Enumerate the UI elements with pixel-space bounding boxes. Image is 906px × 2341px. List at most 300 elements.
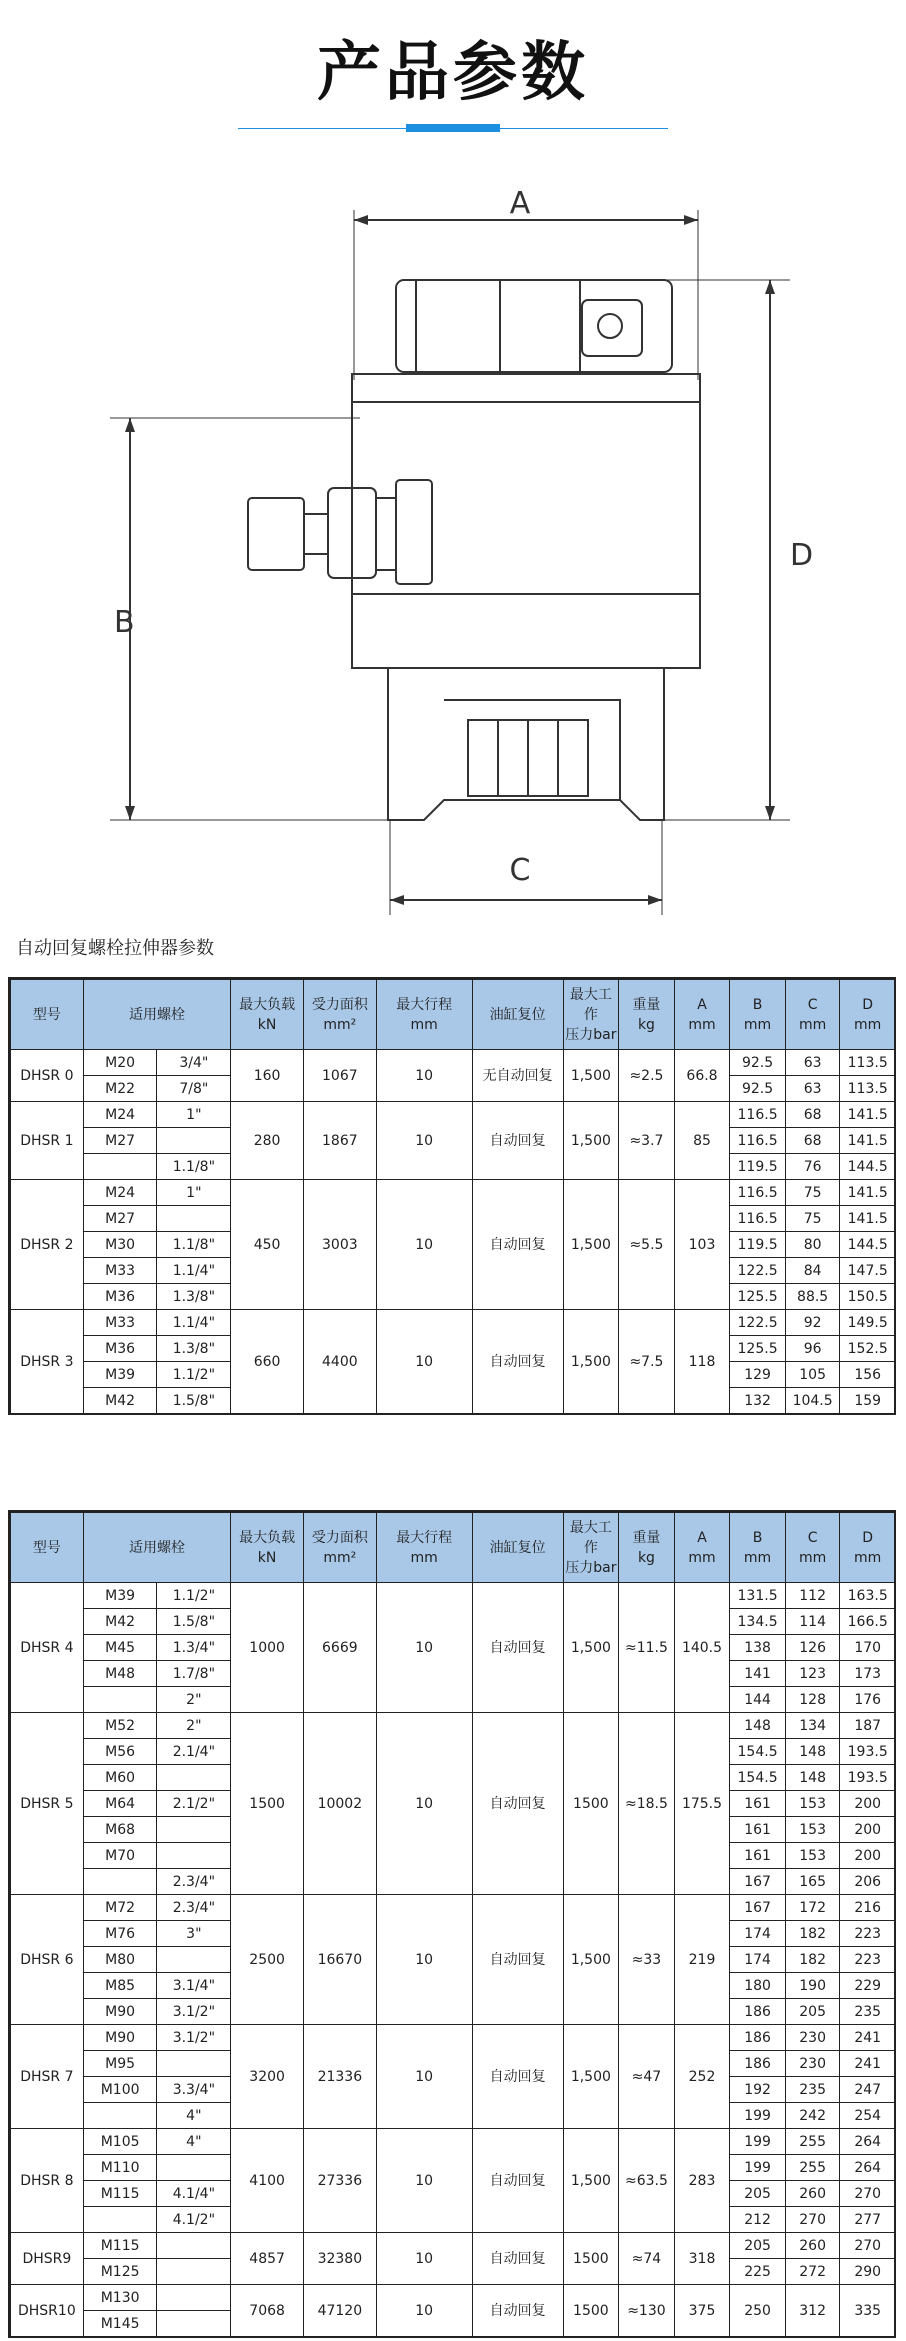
stroke-cell: 10: [376, 1180, 472, 1310]
max-load-cell: 4100: [231, 2129, 304, 2233]
dim-c-cell: 75: [785, 1206, 840, 1232]
table-header-cell: C mm: [785, 980, 840, 1050]
dim-d-cell: 141.5: [840, 1206, 896, 1232]
bolt-imperial-cell: [157, 2285, 231, 2311]
bolt-imperial-cell: 1.3/8": [157, 1336, 231, 1362]
dim-c-cell: 63: [785, 1076, 840, 1102]
pressure-cell: 1500: [563, 2233, 619, 2285]
bolt-imperial-cell: [157, 2051, 231, 2077]
reset-cell: 自动回复: [472, 2233, 563, 2285]
dim-b-cell: 116.5: [730, 1102, 786, 1128]
dim-d-cell: 147.5: [840, 1258, 896, 1284]
table-row: [11, 1102, 896, 1128]
dim-c-cell: 96: [785, 1336, 840, 1362]
dim-b-cell: 186: [730, 2025, 786, 2051]
dim-a-cell: 283: [674, 2129, 730, 2233]
dim-b-cell: 92.5: [730, 1050, 786, 1076]
model-cell: DHSR 0: [11, 1050, 84, 1102]
bolt-metric-cell: [83, 1154, 157, 1180]
stroke-cell: 10: [376, 2025, 472, 2129]
dim-d-cell: 156: [840, 1362, 896, 1388]
stroke-cell: 10: [376, 1102, 472, 1180]
stroke-cell: 10: [376, 1895, 472, 2025]
area-cell: 32380: [303, 2233, 376, 2285]
dim-d-cell: 241: [840, 2051, 896, 2077]
dim-b-cell: 180: [730, 1973, 786, 1999]
bolt-imperial-cell: 2": [157, 1687, 231, 1713]
dim-c-cell: 123: [785, 1661, 840, 1687]
reset-cell: 自动回复: [472, 1310, 563, 1414]
stroke-cell: 10: [376, 2129, 472, 2233]
area-cell: 21336: [303, 2025, 376, 2129]
stroke-cell: 10: [376, 2233, 472, 2285]
dim-c-cell: 88.5: [785, 1284, 840, 1310]
product-drawing: [100, 180, 840, 920]
bolt-metric-cell: M64: [83, 1791, 157, 1817]
weight-cell: ≈63.5: [619, 2129, 675, 2233]
table-header-cell: 型号: [11, 1513, 84, 1583]
table-header-cell: 最大工作 压力bar: [563, 980, 619, 1050]
dim-b-cell: 186: [730, 2051, 786, 2077]
dim-c-cell: 148: [785, 1765, 840, 1791]
dim-c-cell: 242: [785, 2103, 840, 2129]
spec-table-1: [10, 979, 896, 1414]
bolt-metric-cell: [83, 1687, 157, 1713]
bolt-metric-cell: M76: [83, 1921, 157, 1947]
dim-c-cell: 182: [785, 1947, 840, 1973]
dim-d-cell: 290: [840, 2259, 896, 2285]
pressure-cell: 1,500: [563, 2129, 619, 2233]
dim-d-cell: 141.5: [840, 1180, 896, 1206]
dim-c-cell: 128: [785, 1687, 840, 1713]
dim-b-cell: 132: [730, 1388, 786, 1414]
bolt-imperial-cell: [157, 1947, 231, 1973]
dim-c-cell: 255: [785, 2129, 840, 2155]
dim-b-cell: 125.5: [730, 1284, 786, 1310]
dim-b-cell: 199: [730, 2155, 786, 2181]
reset-cell: 自动回复: [472, 1583, 563, 1713]
table-header-cell: 受力面积 mm²: [303, 1513, 376, 1583]
dim-d-cell: 159: [840, 1388, 896, 1414]
bolt-imperial-cell: 1.1/8": [157, 1232, 231, 1258]
table-header-cell: 适用螺栓: [83, 1513, 231, 1583]
dim-b-cell: 116.5: [730, 1128, 786, 1154]
dim-b-cell: 119.5: [730, 1232, 786, 1258]
pressure-cell: 1500: [563, 1713, 619, 1895]
dim-b-cell: 205: [730, 2233, 786, 2259]
dim-b-cell: 141: [730, 1661, 786, 1687]
table-header-cell: 最大负载 kN: [231, 1513, 304, 1583]
pressure-cell: 1,500: [563, 1180, 619, 1310]
reset-cell: 自动回复: [472, 1895, 563, 2025]
table-caption: 自动回复螺栓拉伸器参数: [16, 938, 214, 959]
bolt-imperial-cell: 1.7/8": [157, 1661, 231, 1687]
bolt-metric-cell: [83, 2103, 157, 2129]
dim-c-cell: 260: [785, 2233, 840, 2259]
area-cell: 3003: [303, 1180, 376, 1310]
pressure-cell: 1,500: [563, 2025, 619, 2129]
stroke-cell: 10: [376, 1713, 472, 1895]
bolt-imperial-cell: 1.1/8": [157, 1154, 231, 1180]
bolt-imperial-cell: 1.3/4": [157, 1635, 231, 1661]
dim-b-cell: 161: [730, 1817, 786, 1843]
model-cell: DHSR 4: [11, 1583, 84, 1713]
bolt-metric-cell: M115: [83, 2181, 157, 2207]
dim-b-cell: 122.5: [730, 1310, 786, 1336]
dim-d-cell: 193.5: [840, 1765, 896, 1791]
model-cell: DHSR 1: [11, 1102, 84, 1180]
table-header-cell: C mm: [785, 1513, 840, 1583]
bolt-metric-cell: M24: [83, 1102, 157, 1128]
title-accent-bar: [406, 124, 500, 132]
bolt-metric-cell: [83, 1869, 157, 1895]
table-row: [11, 1713, 896, 1739]
bolt-metric-cell: M39: [83, 1362, 157, 1388]
bolt-metric-cell: M36: [83, 1336, 157, 1362]
bolt-metric-cell: M42: [83, 1388, 157, 1414]
dim-b-cell: 154.5: [730, 1739, 786, 1765]
bolt-metric-cell: M90: [83, 2025, 157, 2051]
table-header-cell: 最大行程 mm: [376, 980, 472, 1050]
dim-label-a: A: [509, 186, 531, 221]
table-row: [11, 1310, 896, 1336]
bolt-metric-cell: M30: [83, 1232, 157, 1258]
bolt-imperial-cell: 1.3/8": [157, 1284, 231, 1310]
bolt-metric-cell: M85: [83, 1973, 157, 1999]
bolt-imperial-cell: [157, 1128, 231, 1154]
bolt-imperial-cell: 1": [157, 1102, 231, 1128]
dim-c-cell: 255: [785, 2155, 840, 2181]
dim-b-cell: 199: [730, 2129, 786, 2155]
bolt-metric-cell: M20: [83, 1050, 157, 1076]
area-cell: 6669: [303, 1583, 376, 1713]
dim-d-cell: 216: [840, 1895, 896, 1921]
max-load-cell: 7068: [231, 2285, 304, 2337]
dim-c-cell: 134: [785, 1713, 840, 1739]
table-header-cell: 适用螺栓: [83, 980, 231, 1050]
table-header-cell: 最大行程 mm: [376, 1513, 472, 1583]
dim-a-cell: 318: [674, 2233, 730, 2285]
dim-b-cell: 199: [730, 2103, 786, 2129]
max-load-cell: 1500: [231, 1713, 304, 1895]
weight-cell: ≈18.5: [619, 1713, 675, 1895]
bolt-imperial-cell: 1.1/4": [157, 1258, 231, 1284]
table-header-cell: 型号: [11, 980, 84, 1050]
dim-a-cell: 252: [674, 2025, 730, 2129]
dim-b-cell: 116.5: [730, 1180, 786, 1206]
dim-d-cell: 176: [840, 1687, 896, 1713]
dim-c-cell: 92: [785, 1310, 840, 1336]
dim-c-cell: 68: [785, 1102, 840, 1128]
dim-d-cell: 150.5: [840, 1284, 896, 1310]
stroke-cell: 10: [376, 1050, 472, 1102]
bolt-imperial-cell: [157, 2259, 231, 2285]
dim-d-cell: 223: [840, 1921, 896, 1947]
bolt-imperial-cell: 1.1/2": [157, 1362, 231, 1388]
bolt-metric-cell: M45: [83, 1635, 157, 1661]
bolt-metric-cell: M27: [83, 1206, 157, 1232]
reset-cell: 自动回复: [472, 2025, 563, 2129]
weight-cell: ≈130: [619, 2285, 675, 2337]
dim-b-cell: 122.5: [730, 1258, 786, 1284]
dim-b-cell: 250: [730, 2285, 786, 2337]
bolt-metric-cell: M125: [83, 2259, 157, 2285]
model-cell: DHSR 2: [11, 1180, 84, 1310]
dim-d-cell: 254: [840, 2103, 896, 2129]
table-header-cell: 油缸复位: [472, 1513, 563, 1583]
dim-d-cell: 277: [840, 2207, 896, 2233]
max-load-cell: 280: [231, 1102, 304, 1180]
stroke-cell: 10: [376, 1583, 472, 1713]
area-cell: 1067: [303, 1050, 376, 1102]
bolt-imperial-cell: 4.1/2": [157, 2207, 231, 2233]
dim-d-cell: 163.5: [840, 1583, 896, 1609]
dim-b-cell: 116.5: [730, 1206, 786, 1232]
stroke-cell: 10: [376, 2285, 472, 2337]
weight-cell: ≈2.5: [619, 1050, 675, 1102]
dim-c-cell: 153: [785, 1817, 840, 1843]
dim-c-cell: 182: [785, 1921, 840, 1947]
bolt-imperial-cell: [157, 2233, 231, 2259]
bolt-imperial-cell: 3.3/4": [157, 2077, 231, 2103]
dim-d-cell: 166.5: [840, 1609, 896, 1635]
dim-b-cell: 174: [730, 1921, 786, 1947]
dim-label-b: B: [114, 605, 135, 640]
table-row: [11, 2025, 896, 2051]
area-cell: 4400: [303, 1310, 376, 1414]
dim-a-cell: 103: [674, 1180, 730, 1310]
dim-c-cell: 112: [785, 1583, 840, 1609]
table-row: [11, 1050, 896, 1076]
dim-d-cell: 170: [840, 1635, 896, 1661]
dim-d-cell: 187: [840, 1713, 896, 1739]
dim-label-d: D: [790, 538, 814, 573]
table-header-cell: D mm: [840, 1513, 896, 1583]
dim-d-cell: 229: [840, 1973, 896, 1999]
dim-d-cell: 200: [840, 1791, 896, 1817]
table-header-cell: 重量 kg: [619, 1513, 675, 1583]
bolt-imperial-cell: 1.5/8": [157, 1609, 231, 1635]
bolt-metric-cell: M80: [83, 1947, 157, 1973]
bolt-metric-cell: M22: [83, 1076, 157, 1102]
reset-cell: 无自动回复: [472, 1050, 563, 1102]
table-header-cell: B mm: [730, 980, 786, 1050]
bolt-metric-cell: M110: [83, 2155, 157, 2181]
dim-d-cell: 144.5: [840, 1154, 896, 1180]
bolt-metric-cell: M56: [83, 1739, 157, 1765]
spec-table-2: [10, 1512, 896, 2337]
page-title: 产品参数: [317, 36, 589, 110]
dim-a-cell: 118: [674, 1310, 730, 1414]
dim-c-cell: 153: [785, 1791, 840, 1817]
dim-c-cell: 76: [785, 1154, 840, 1180]
table-row: [11, 1895, 896, 1921]
max-load-cell: 660: [231, 1310, 304, 1414]
bolt-imperial-cell: [157, 2311, 231, 2337]
dim-b-cell: 148: [730, 1713, 786, 1739]
max-load-cell: 3200: [231, 2025, 304, 2129]
bolt-imperial-cell: [157, 1206, 231, 1232]
area-cell: 47120: [303, 2285, 376, 2337]
dim-a-cell: 219: [674, 1895, 730, 2025]
table-row: [11, 1180, 896, 1206]
bolt-imperial-cell: [157, 1765, 231, 1791]
pressure-cell: 1,500: [563, 1583, 619, 1713]
dim-a-cell: 175.5: [674, 1713, 730, 1895]
bolt-imperial-cell: [157, 2155, 231, 2181]
max-load-cell: 2500: [231, 1895, 304, 2025]
bolt-imperial-cell: 2.1/2": [157, 1791, 231, 1817]
bolt-imperial-cell: 3.1/2": [157, 2025, 231, 2051]
pressure-cell: 1,500: [563, 1310, 619, 1414]
model-cell: DHSR 5: [11, 1713, 84, 1895]
weight-cell: ≈47: [619, 2025, 675, 2129]
pressure-cell: 1,500: [563, 1050, 619, 1102]
bolt-metric-cell: M105: [83, 2129, 157, 2155]
bolt-metric-cell: M33: [83, 1310, 157, 1336]
dim-c-cell: 68: [785, 1128, 840, 1154]
table-header-cell: 最大负载 kN: [231, 980, 304, 1050]
reset-cell: 自动回复: [472, 2129, 563, 2233]
weight-cell: ≈33: [619, 1895, 675, 2025]
bolt-imperial-cell: 2.3/4": [157, 1895, 231, 1921]
dim-d-cell: 264: [840, 2129, 896, 2155]
bolt-metric-cell: M24: [83, 1180, 157, 1206]
bolt-imperial-cell: 7/8": [157, 1076, 231, 1102]
dim-d-cell: 264: [840, 2155, 896, 2181]
dim-c-cell: 126: [785, 1635, 840, 1661]
dim-c-cell: 148: [785, 1739, 840, 1765]
bolt-metric-cell: M70: [83, 1843, 157, 1869]
dim-c-cell: 114: [785, 1609, 840, 1635]
dim-c-cell: 104.5: [785, 1388, 840, 1414]
bolt-metric-cell: M52: [83, 1713, 157, 1739]
bolt-imperial-cell: 4": [157, 2129, 231, 2155]
stroke-cell: 10: [376, 1310, 472, 1414]
dim-b-cell: 134.5: [730, 1609, 786, 1635]
dim-d-cell: 206: [840, 1869, 896, 1895]
bolt-imperial-cell: 4.1/4": [157, 2181, 231, 2207]
bolt-imperial-cell: 2.3/4": [157, 1869, 231, 1895]
table-row: [11, 2285, 896, 2311]
dim-b-cell: 186: [730, 1999, 786, 2025]
dim-d-cell: 113.5: [840, 1050, 896, 1076]
model-cell: DHSR 3: [11, 1310, 84, 1414]
bolt-metric-cell: M72: [83, 1895, 157, 1921]
dim-c-cell: 260: [785, 2181, 840, 2207]
weight-cell: ≈11.5: [619, 1583, 675, 1713]
dim-d-cell: 193.5: [840, 1739, 896, 1765]
dim-d-cell: 235: [840, 1999, 896, 2025]
dim-b-cell: 119.5: [730, 1154, 786, 1180]
max-load-cell: 160: [231, 1050, 304, 1102]
table-header-cell: B mm: [730, 1513, 786, 1583]
bolt-metric-cell: M100: [83, 2077, 157, 2103]
reset-cell: 自动回复: [472, 2285, 563, 2337]
dim-c-cell: 165: [785, 1869, 840, 1895]
bolt-imperial-cell: 1.1/2": [157, 1583, 231, 1609]
bolt-imperial-cell: 4": [157, 2103, 231, 2129]
bolt-metric-cell: M36: [83, 1284, 157, 1310]
table-header-cell: 油缸复位: [472, 980, 563, 1050]
bolt-imperial-cell: 3": [157, 1921, 231, 1947]
table-header-cell: 最大工作 压力bar: [563, 1513, 619, 1583]
dim-b-cell: 161: [730, 1843, 786, 1869]
area-cell: 10002: [303, 1713, 376, 1895]
bolt-metric-cell: M95: [83, 2051, 157, 2077]
dim-d-cell: 223: [840, 1947, 896, 1973]
reset-cell: 自动回复: [472, 1713, 563, 1895]
dim-c-cell: 80: [785, 1232, 840, 1258]
bolt-metric-cell: M145: [83, 2311, 157, 2337]
bolt-imperial-cell: 1": [157, 1180, 231, 1206]
dim-a-cell: 66.8: [674, 1050, 730, 1102]
dim-c-cell: 230: [785, 2025, 840, 2051]
weight-cell: ≈3.7: [619, 1102, 675, 1180]
dim-b-cell: 125.5: [730, 1336, 786, 1362]
dim-d-cell: 270: [840, 2233, 896, 2259]
bolt-metric-cell: M48: [83, 1661, 157, 1687]
dim-d-cell: 173: [840, 1661, 896, 1687]
bolt-imperial-cell: 2": [157, 1713, 231, 1739]
dim-d-cell: 200: [840, 1843, 896, 1869]
area-cell: 27336: [303, 2129, 376, 2233]
dim-c-cell: 172: [785, 1895, 840, 1921]
dim-a-cell: 140.5: [674, 1583, 730, 1713]
dim-c-cell: 272: [785, 2259, 840, 2285]
bolt-imperial-cell: 3.1/2": [157, 1999, 231, 2025]
reset-cell: 自动回复: [472, 1180, 563, 1310]
model-cell: DHSR 7: [11, 2025, 84, 2129]
dim-c-cell: 190: [785, 1973, 840, 1999]
dim-c-cell: 153: [785, 1843, 840, 1869]
dim-c-cell: 105: [785, 1362, 840, 1388]
dim-b-cell: 138: [730, 1635, 786, 1661]
dim-a-cell: 85: [674, 1102, 730, 1180]
reset-cell: 自动回复: [472, 1102, 563, 1180]
bolt-imperial-cell: [157, 1817, 231, 1843]
dim-a-cell: 375: [674, 2285, 730, 2337]
dim-b-cell: 167: [730, 1869, 786, 1895]
pressure-cell: 1500: [563, 2285, 619, 2337]
max-load-cell: 1000: [231, 1583, 304, 1713]
model-cell: DHSR 6: [11, 1895, 84, 2025]
dim-d-cell: 141.5: [840, 1128, 896, 1154]
dim-b-cell: 154.5: [730, 1765, 786, 1791]
dim-b-cell: 212: [730, 2207, 786, 2233]
table-header-cell: A mm: [674, 980, 730, 1050]
model-cell: DHSR10: [11, 2285, 84, 2337]
table-header-cell: A mm: [674, 1513, 730, 1583]
dim-c-cell: 205: [785, 1999, 840, 2025]
table-row: [11, 2233, 896, 2259]
dim-c-cell: 230: [785, 2051, 840, 2077]
bolt-imperial-cell: 2.1/4": [157, 1739, 231, 1765]
dim-d-cell: 113.5: [840, 1076, 896, 1102]
weight-cell: ≈5.5: [619, 1180, 675, 1310]
model-cell: DHSR 8: [11, 2129, 84, 2233]
weight-cell: ≈7.5: [619, 1310, 675, 1414]
bolt-metric-cell: M90: [83, 1999, 157, 2025]
bolt-metric-cell: M33: [83, 1258, 157, 1284]
dim-b-cell: 144: [730, 1687, 786, 1713]
bolt-metric-cell: M27: [83, 1128, 157, 1154]
dim-b-cell: 225: [730, 2259, 786, 2285]
dim-c-cell: 63: [785, 1050, 840, 1076]
dim-d-cell: 270: [840, 2181, 896, 2207]
dim-label-c: C: [509, 853, 531, 888]
dim-d-cell: 247: [840, 2077, 896, 2103]
